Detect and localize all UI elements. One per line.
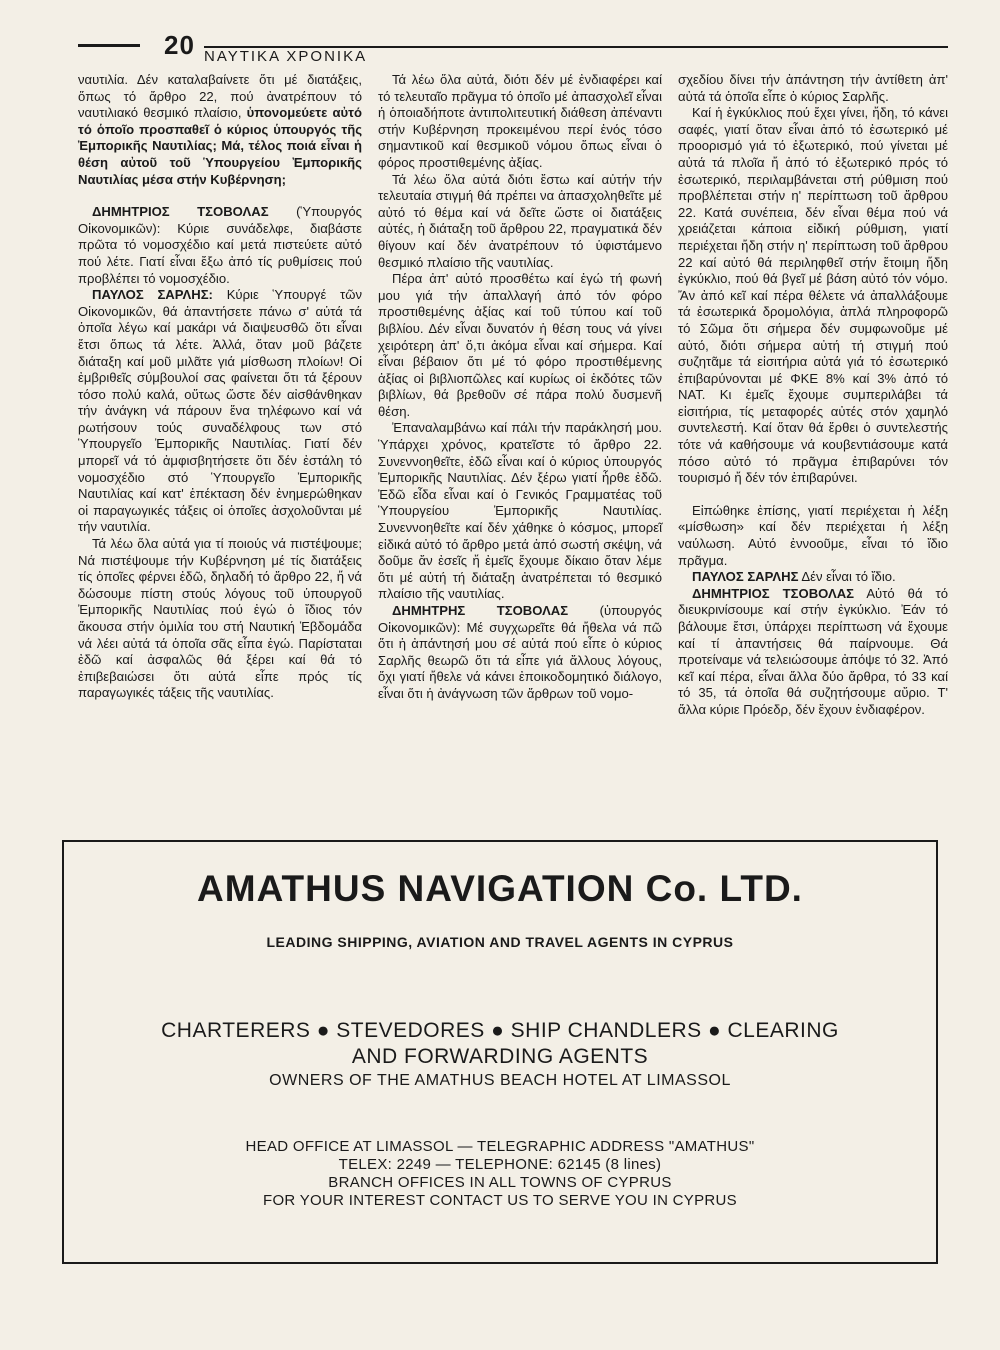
ad-office-line: FOR YOUR INTEREST CONTACT US TO SERVE YOU IN CYPRUS (262, 1192, 737, 1209)
article-column-3 (678, 72, 948, 719)
ad-hotel-line: OWNERS OF THE AMATHUS BEACH HOTEL AT LIMASSOL (269, 1072, 731, 1089)
speaker-name: ΔΗΜΗΤΡΙΟΣ ΤΣΟΒΟΛΑΣ (92, 204, 269, 220)
paragraph: Καί ἡ ἐγκύκλιος πού ἔχει γίνει, ἤδη, τό κάνει σαφές, γιατί ὅταν εἶναι ἀπό τό ἐσωτερικό μέ προορισμό γιά τό ἐξωτερικό, πού γίνεται μέ αὐτά τά πλοῖα ἤ ἀπό τό ἐξωτερικό πρός τό ἐσωτερικό, περιλαμβάνεται στή ρύθμιση πού προβλέπεται στήν η' περίπτωση τοῦ ἄρθρου 22. Κατά συνέπεια, δέν εἶναι θέμα πού νά χρειάζεται κάποια εἰδική ρύθμιση, γιατί περιέχεται ἤδη στήν η' περίπτωση τοῦ ἄρθρου 22 καί αὐτό θά περιληφθεῖ στήν ἕτοιμη ἤδη ἐγκύκλιο, πού θά βγεῖ μέ βάση αὐτό τόν νόμο. Ἄν ἀπό κεῖ καί πέρα θέλετε νά ἀπαλλάξουμε τά ἐσωτερικά δρομολόγια, ἁπλά πληροφορῶ τό Σῶμα ὅτι σήμερα δέν συμφωνοῦμε μέ αὐτό, διότι σήμερα αὐτή τή στιγμή πού συζητᾶμε τά εἰσιτήρια αὐτά γιά τό ἐσωτερικό ἐπιβαρύνονται μέ ΦΚΕ 8% καί 3% ἀπό τό ΝΑΤ. Κι ἐμεῖς ἔχουμε συμπεριλάβει τά εἰσιτήρια, τίς μεταφορές αὐτές στόν χαμηλό συντελεστή. Καί ὅταν θά ἔρθει ὁ συντελεστής τότε νά καθήσουμε νά κουβεντιάσουμε κατά πόσο αὐτό τό πρᾶγμα ἐπιβαρύνει τόν τουρισμό ἤ δέν τόν ἐπιβαρύνει. (678, 105, 948, 486)
article-column-1 (78, 72, 362, 702)
ad-company-name: AMATHUS NAVIGATION Co. LTD. (197, 868, 803, 909)
speaker-name: ΠΑΥΛΟΣ ΣΑΡΛΗΣ: (92, 287, 213, 303)
page-number: 20 (164, 30, 195, 60)
paragraph: Ἐπαναλαμβάνω καί πάλι τήν παράκλησή μου. Ὑπάρχει χρόνος, κρατεῖστε τό ἄρθρο 22. Συνεννοηθεῖτε, ἐδῶ εἶναι καί ὁ κύριος ὑπουργός Ἐμπορικῆς Ναυτιλίας. Δέν ξέρω γιατί ἦρθε ἐδῶ. Ἐδῶ εἶδα εἶναι καί ὁ Γενικός Γραμματέας τοῦ Ὑπουργείου Ἐμπορικῆς Ναυτιλίας. Συνεννοηθεῖτε καί δέν χάθηκε ὁ κόσμος, μπορεῖ εἰδικά αὐτό τό ἄρθρο μετά ἀπό σωστή σκέψη, νά δοῦμε ἄν ἐσεῖς ἤ ἐμεῖς ἔχουμε δίκαιο ὅταν λέμε ὅτι μέ αὐτή τή διάταξη ἀνατρέπεται τό θεσμικό πλαίσιο τῆς ναυτιλίας. (378, 420, 662, 602)
ad-services: CHARTERERS ● STEVEDORES ● SHIP CHANDLERS ● CLEARING AND FORWARDING AGENTS (161, 1019, 839, 1068)
paragraph: Τά λέω ὅλα αὐτά, διότι δέν μέ ἐνδιαφέρει καί τό τελευταῖο πρᾶγμα τό ὁποῖο μέ ἀπασχολεῖ εἶναι ἡ ὁποιαδήποτε ἀντιπολιτευτική διάθεση ἀπέναντι στήν Κυβέρνηση προκειμένου περί ἑνός τόσο σημαντικοῦ καί θεσμικοῦ νόμου ὅπως εἶναι ὁ φόρος προστιθεμένης ἀξίας. (378, 72, 662, 170)
paragraph: σχεδίου δίνει τήν ἀπάντηση τήν ἀντίθετη ἀπ' αὐτά τά ὁποῖα εἶπε ὁ κύριος Σαρλῆς. (678, 72, 948, 104)
amathus-advertisement (62, 840, 938, 1264)
paragraph: ΔΗΜΗΤΡΙΟΣ ΤΣΟΒΟΛΑΣ Αὐτό θά τό διευκρινίσουμε καί στήν ἐγκύκλιο. Ἐάν τό βάλουμε ἔτσι, ὑπάρχει περίπτωση νά ἔχουμε καί τί ἀπαντήσεις θά παίρνουμε. Θά προτείναμε νά τελειώσουμε ἀπόψε τό 32. Ἀπό κεῖ καί πέρα, εἶναι ἄλλα δύο ἄρθρα, τό 33 καί τό 35, τά ὁποῖα θά συζητήσουμε αὔριο. Τ' ἄλλα κύριε Πρόεδρ, δέν ἔχουν ἐνδιαφέρον. (678, 585, 948, 717)
ad-office-line: HEAD OFFICE AT LIMASSOL — TELEGRAPHIC ADDRESS "AMATHUS" (245, 1138, 755, 1155)
paragraph: ΔΗΜΗΤΡΙΟΣ ΤΣΟΒΟΛΑΣ (Ὑπουργός Οἰκονομικῶν): Κύριε συνάδελφε, διαβάστε πρῶτα τό νομοσχέδιο καί μετά πιστεύετε αὐτό πού λέτε. Γιατί εἶναι ἔξω ἀπό τίς ρυθμίσεις πού προβλέπει τό νομοσχέδιο. (78, 204, 362, 286)
speaker-name: ΔΗΜΗΤΡΙΟΣ ΤΣΟΒΟΛΑΣ (692, 585, 855, 601)
ad-office-details (64, 1138, 936, 1210)
paragraph: Εἰπώθηκε ἐπίσης, γιατί περιέχεται ἡ λέξη «μίσθωση» καί δέν περιέχεται ἡ λέξη ναύλωση. Αὐτό ἐννοοῦμε, εἶναι τό ἴδιο πρᾶγμα. (678, 502, 948, 568)
ad-office-line: TELEX: 2249 — TELEPHONE: 62145 (8 lines) (338, 1156, 662, 1173)
paragraph: Τά λέω ὅλα αὐτά για τί ποιούς νά πιστέψουμε; Νά πιστέψουμε τήν Κυβέρνηση μέ τίς διατάξεις τίς ὁποῖες φέρνει ἐδῶ, δηλαδή τό ἄρθρο 22, ἤ νά δώσουμε πίστη στούς λόγους τοῦ ὑπουργοῦ Ἐμπορικῆς Ναυτιλίας πού ἐγώ ὁ ἴδιος τόν ἄκουσα στήν ὁμιλία του στή Ναυτική Ἑβδομάδα νά λέει αὐτά τά ὁποῖα σᾶς εἶπα ἐγώ. Παρίσταται ἐδῶ καί ἀσφαλῶς θά ξέρει καί θά τό ἐπιβεβαιώσει ὅτι αὐτά εἶπε πρός τίς παραγωγικές τάξεις τῆς ναυτιλίας. (78, 536, 362, 701)
ad-tagline: LEADING SHIPPING, AVIATION AND TRAVEL AGENTS IN CYPRUS (266, 934, 734, 950)
header-rule-left (78, 44, 140, 47)
page-header (78, 30, 948, 66)
ad-office-line: BRANCH OFFICES IN ALL TOWNS OF CYPRUS (328, 1174, 672, 1191)
paragraph: ΠΑΥΛΟΣ ΣΑΡΛΗΣ Δέν εἶναι τό ἴδιο. (692, 569, 896, 585)
magazine-title: ΝΑΥΤΙΚΑ ΧΡΟΝΙΚΑ (204, 48, 368, 65)
speaker-name: ΠΑΥΛΟΣ ΣΑΡΛΗΣ (692, 569, 799, 585)
paragraph: ΠΑΥΛΟΣ ΣΑΡΛΗΣ: Κύριε Ὑπουργέ τῶν Οἰκονομικῶν, θά ἀπαντήσετε πάνω σ' αὐτά τά ὁποῖα λέγω καί μακάρι νά διαψευσθῶ ὅτι εἶναι ἔτσι ὅπως τά λέτε. Ἀλλά, ὅταν μοῦ βάζετε διάταξη καί μοῦ μιλᾶτε γιά μίσθωση πλοίων! Οἱ ἐμβριθεῖς σύμβουλοί σας φαίνεται ὅτι τά ξέρουν τόσο πολύ καλά, οὕτως ὥστε δέν αἰσθάνθηκαν τήν ἀνάγκη νά πάρουν ἕνα τηλέφωνο καί νά ρωτήσουν τούς συναδέλφους των στό Ὑπουργεῖο Ἐμπορικῆς Ναυτιλίας. Γιατί δέν μπορεῖ νά τό ἀμφισβητήσετε ὅτι δέν ἐστάλη τό νομοσχέδιο στό Ὑπουργεῖο Ἐμπορικῆς Ναυτιλίας καί κατ' ἐπέκταση δέν ἐνημερώθηκαν οἱ παραγωγικές τάξεις οἱ ὁποῖες ἀσχολοῦνται μέ τήν ναυτιλία. (78, 287, 362, 535)
paragraph: Τά λέω ὅλα αὐτά διότι ἔστω καί αὐτήν τήν τελευταία στιγμή θά πρέπει να ἀπασχοληθεῖτε μέ αὐτό τό θέμα καί νά δεῖτε ὥστε οἱ διατάξεις αὐτές, ἡ διάταξη τοῦ ἄρθρου 22, πραγματικά δέν θίγουν καί δέν ἀνατρέπουν τό ὑφιστάμενο θεσμικό πλαίσιο τῆς ναυτιλίας. (378, 171, 662, 270)
paragraph: ναυτιλία. Δέν καταλαβαίνετε ὅτι μέ διατάξεις, ὅπως τό ἄρθρο 22, πού ἀνατρέπουν τό ναυτιλιακό θεσμικό πλαίσιο, ὑπονομεύετε αὐτό τό ὁποῖο προσπαθεῖ ὁ κύριος ὑπουργός τῆς Ἐμπορικῆς Ναυτιλίας; Μά, τέλος ποιά εἶναι ἡ θέση αὐτοῦ τοῦ Ὑπουργείου Ἐμπορικῆς Ναυτιλίας μέσα στήν Κυβέρνηση; (78, 72, 362, 187)
speaker-name: ΔΗΜΗΤΡΗΣ ΤΣΟΒΟΛΑΣ (392, 603, 569, 618)
article-columns (78, 72, 948, 832)
article-column-2 (378, 72, 662, 703)
paragraph: Πέρα ἀπ' αὐτό προσθέτω καί ἐγώ τή φωνή μου γιά τήν ἀπαλλαγή ἀπό τόν φόρο προστιθεμένης ἀξίας καί τοῦ τύπου καί τοῦ βιβλίου. Δέν εἶναι δυνατόν ἡ θέση τους νά γίνει χειρότερη ἀπ' ὅ,τι ἀκόμα εἶναι καί σήμερα. Καί εἶναι βέβαιον ὅτι μέ τό φόρο προστιθέμενης ἀξίας οἱ βιβλιοπῶλες καί κυρίως οἱ ἐκδότες τῶν βιβλίων, θά βρεθοῦν σέ πάρα πολύ δυσμενῆ θέση. (378, 271, 662, 419)
paragraph: ΔΗΜΗΤΡΗΣ ΤΣΟΒΟΛΑΣ (ὑπουργός Οἰκονομικῶν): Μέ συγχωρεῖτε θά ἤθελα νά πῶ ὅτι ἡ ἀπάντησή μου σέ αὐτά πού εἶπε ὁ κύριος Σαρλῆς θεωρῶ ὅτι τά εἶπε γιά ἄλλους λόγους, ὄχι γιατί ἤθελε νά κάνει ἐποικοδομητικό διάλογο, εἶναι ὅτι ἡ ἀνάγνωση τῶν ἄρθρων τοῦ νομο- (378, 603, 662, 701)
